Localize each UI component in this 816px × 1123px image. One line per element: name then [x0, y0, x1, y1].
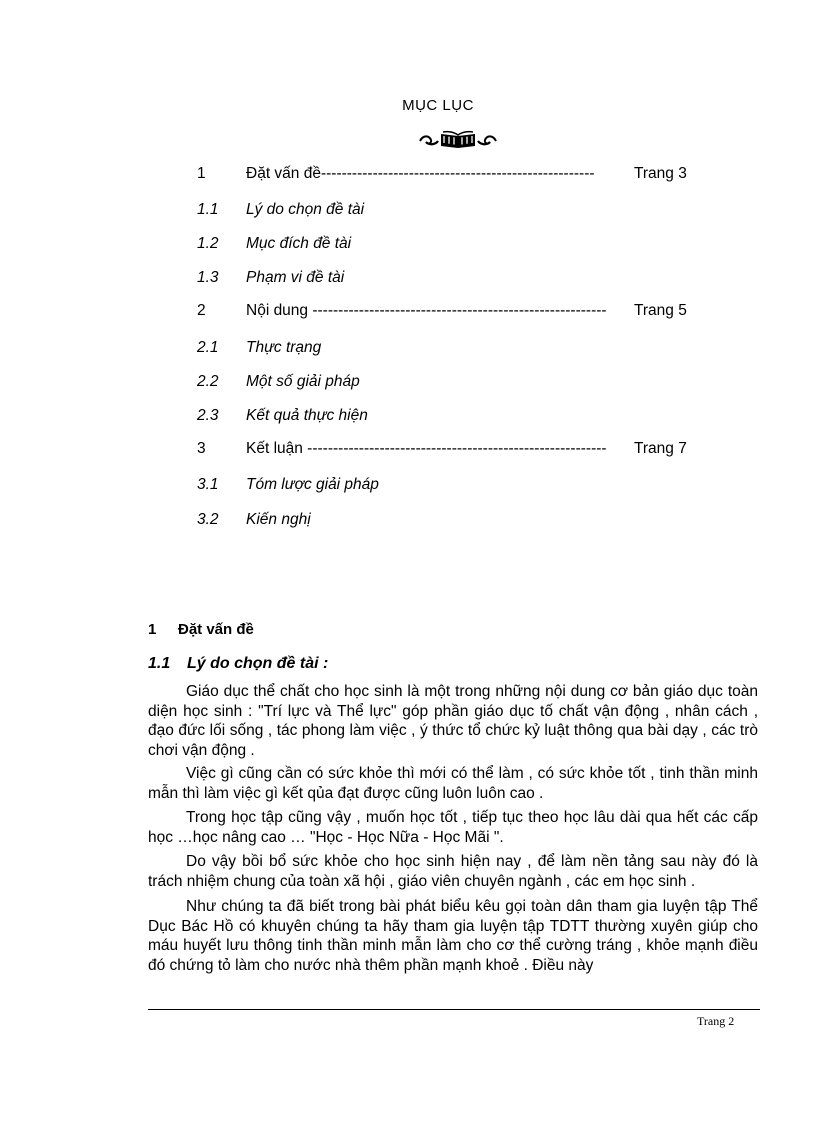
toc-entry-page: Trang 5 [634, 302, 687, 319]
subsection-number: 1.1 [148, 655, 171, 672]
toc-entry-text: Nội dung --------------------------------------------------------- [246, 302, 607, 319]
toc-entry-page: Trang 7 [634, 440, 687, 457]
toc-title: MỤC LỤC [402, 97, 474, 114]
toc-entry-text: Kiến nghị [246, 511, 311, 528]
toc-entry-text: Đặt vấn đề----------------------------------------------------- [246, 165, 595, 182]
toc-entry-number: 2.1 [197, 339, 219, 356]
section-title: Đặt vấn đề [178, 621, 254, 638]
toc-entry-number: 3 [197, 440, 206, 457]
toc-entry-text: Một số giải pháp [246, 373, 360, 390]
body-paragraph: Do vậy bồi bổ sức khỏe cho học sinh hiện nay , để làm nền tảng sau này đó là trách nhiệm chung của toàn xã hội , giáo viên chuyên ngành , các em học sinh . [148, 853, 758, 890]
book-ornament-icon [418, 128, 498, 150]
body-paragraph: Trong học tập cũng vậy , muốn học tốt , tiếp tục theo học lâu dài qua hết các cấp học …học nâng cao … "Học - Học Nữa - Học Mãi ". [148, 809, 758, 846]
toc-entry-number: 1.1 [197, 201, 219, 218]
toc-entry-text: Phạm vi đề tài [246, 269, 345, 286]
toc-entry-number: 3.1 [197, 476, 219, 493]
section-heading [148, 621, 254, 638]
toc-entry-number: 1.3 [197, 269, 219, 286]
toc-entry-text: Thực trạng [246, 339, 322, 356]
toc-entry-page: Trang 3 [634, 165, 687, 182]
toc-entry-number: 2.3 [197, 407, 219, 424]
toc-entry-number: 3.2 [197, 511, 219, 528]
toc-entry-text: Mục đích đề tài [246, 235, 352, 252]
toc-entry-text: Kết quả thực hiện [246, 407, 368, 424]
body-paragraph: Như chúng ta đã biết trong bài phát biểu kêu gọi toàn dân tham gia luyện tập Thể Dục Bác Hồ có khuyên chúng ta hãy tham gia luyện tập TDTT thường xuyên giúp cho máu huyết lưu thông tinh thần minh mẫn làm cho cơ thể cường tráng , khỏe mạnh điều đó chứng tỏ làm cho nước nhà thêm phần mạnh khoẻ . Điều này [148, 898, 758, 974]
body-paragraph: Việc gì cũng cần có sức khỏe thì mới có thể làm , có sức khỏe tốt , tinh thần minh mẫn thì làm việc gì kết qủa đạt được cũng luôn luôn cao . [148, 765, 758, 802]
toc-entry-text: Lý do chọn đề tài [246, 201, 365, 218]
subsection-title: Lý do chọn đề tài : [187, 655, 329, 672]
footer-page-number: Trang 2 [697, 1014, 735, 1028]
toc-entry-text: Kết luận ---------------------------------------------------------- [246, 440, 607, 457]
subsection-heading [148, 655, 328, 673]
toc-entry-number: 2.2 [197, 373, 219, 390]
toc-entry-text: Tóm lược giải pháp [246, 476, 379, 493]
toc-entry-number: 2 [197, 302, 206, 319]
body-paragraph: Giáo dục thể chất cho học sinh là một trong những nội dung cơ bản giáo dục toàn diện học sinh : "Trí lực và Thể lực" góp phần giáo dục tố chất vận động , nhân cách , đạo đức lối sống , tác phong làm việc , ý thức tổ chức kỷ luật thông qua bài dạy , các trò chơi vận động . [148, 683, 758, 759]
section-number: 1 [148, 621, 157, 638]
toc-entry-number: 1.2 [197, 235, 219, 252]
toc-entry-number: 1 [197, 165, 206, 182]
footer-divider [148, 1009, 760, 1010]
